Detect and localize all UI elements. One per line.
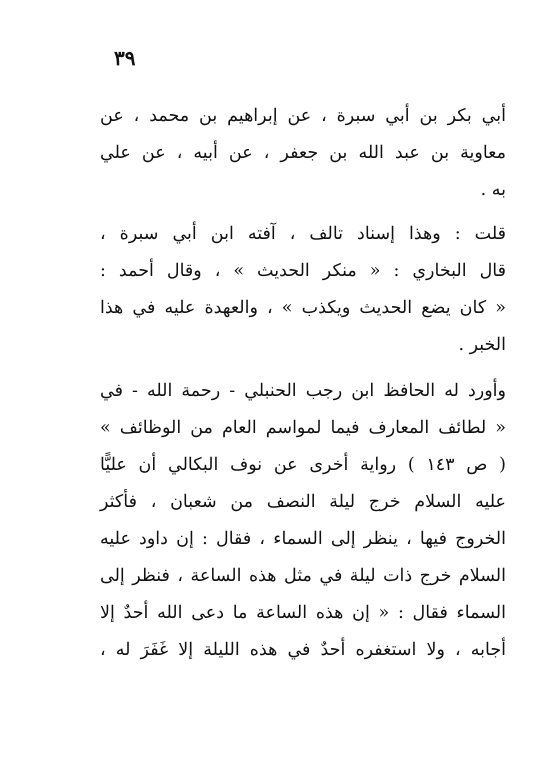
text-line: السماء فقال : « إن هذه الساعة ما دعى الله أحدٌ إلا (100, 603, 506, 623)
text-line: به . (480, 180, 506, 200)
text-line: الخروج فيها ، ينظر إلى السماء ، فقال : إن داود عليه (100, 529, 506, 549)
text-line: قال البخاري : « منكر الحديث » ، وقال أحمد : (100, 261, 506, 281)
paragraph-1 (100, 98, 506, 209)
text-line: أجابه ، ولا استغفره أحدٌ في هذه الليلة إلا غَفَرَ له ، (100, 640, 506, 660)
text-line: « لطائف المعارف فيما لمواسم العام من الوظائف » (100, 418, 506, 438)
page-number: ٣٩ (114, 46, 136, 70)
text-line: السلام خرج ذات ليلة في مثل هذه الساعة ، فنظر إلى (100, 566, 506, 586)
paragraph-2 (100, 216, 506, 364)
text-line: ( ص ١٤٣ ) رواية أخرى عن نوف البكالي أن عليًّا (100, 455, 506, 475)
text-line: وأورد له الحافظ ابن رجب الحنبلي - رحمة الله - في (100, 381, 506, 401)
text-line: عليه السلام خرج ليلة النصف من شعبان ، فأكثر (100, 492, 506, 512)
text-line: « كان يضع الحديث ويكذب » ، والعهدة عليه في هذا (100, 298, 506, 318)
text-line: قلت : وهذا إسناد تالف ، آفته ابن أبي سبرة ، (100, 224, 506, 244)
text-line: الخبر . (458, 335, 506, 355)
text-line: معاوية بن عبد الله بن جعفر ، عن أبيه ، عن علي (100, 143, 506, 163)
text-line: أبي بكر بن أبي سبرة ، عن إبراهيم بن محمد ، عن (100, 106, 506, 126)
paragraph-3 (100, 373, 506, 669)
